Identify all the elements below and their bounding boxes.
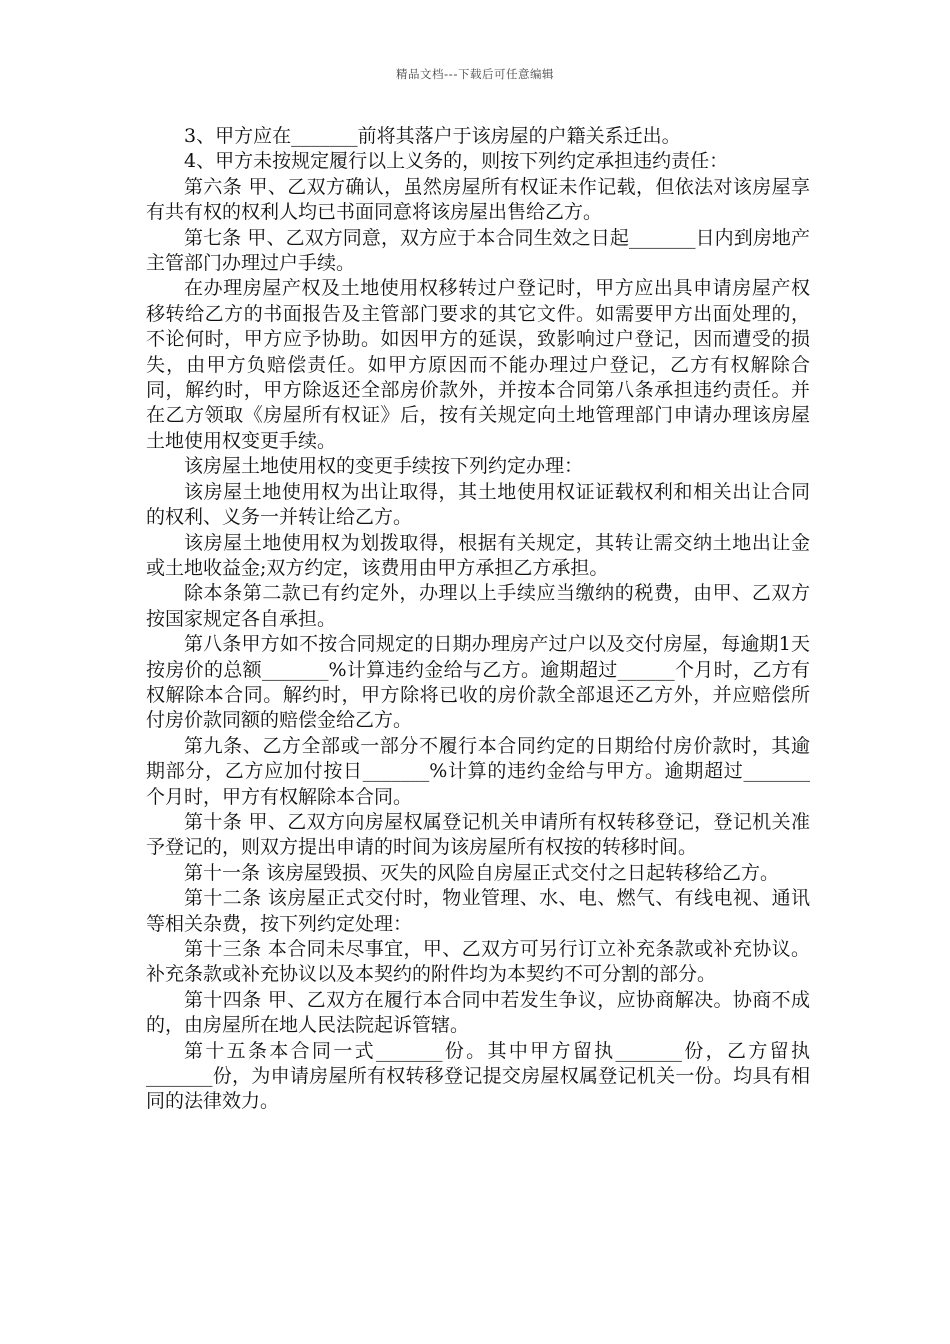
paragraph-transfer-registration: 在办理房屋产权及土地使用权移转过户登记时，甲方应出具申请房屋产权移转给乙方的书面报告及主管部门要求的其它文件。如需要甲方出面处理的，不论何时，甲方应予协助。如因甲方的延误，致影响过户登记，因而遭受的损失，由甲方负赔偿责任。如甲方原因而不能办理过户登记，乙方有权解除合同，解约时，甲方除返还全部房价款外，并按本合同第八条承担违约责任。并在乙方领取《房屋所有权证》后，按有关规定向土地管理部门申请办理该房屋土地使用权变更手续。 — [146, 277, 810, 452]
paragraph-article-13: 第十三条 本合同未尽事宜，甲、乙双方可另行订立补充条款或补充协议。补充条款或补充协议以及本契约的附件均为本契约不可分割的部分。 — [146, 938, 810, 986]
paragraph-clause-3: 3、甲方应在_______前将其落户于该房屋的户籍关系迁出。 — [184, 125, 681, 147]
paragraph-land-use-procedure: 该房屋土地使用权的变更手续按下列约定办理： — [184, 455, 584, 478]
paragraph-land-use-grant: 该房屋土地使用权为出让取得，其土地使用权证证载权利和相关出让合同的权利、义务一并转让给乙方。 — [146, 480, 810, 529]
paragraph-article-10: 第十条 甲、乙双方向房屋权属登记机关申请所有权转移登记，登记机关准予登记的，则双方提出申请的时间为该房屋所有权按的转移时间。 — [146, 810, 810, 859]
paragraph-article-8: 第八条甲方如不按合同规定的日期办理房产过户以及交付房屋，每逾期1天按房价的总额_______%计算违约金给与乙方。逾期超过______个月时，乙方有权解除本合同。解约时，甲方除将已收的房价款全部退还乙方外，并应赔偿所付房价款同额的赔偿金给乙方。 — [146, 633, 810, 732]
paragraph-land-use-allocation: 该房屋土地使用权为划拨取得，根据有关规定，其转让需交纳土地出让金或土地收益金;双方约定，该费用由甲方承担乙方承担。 — [146, 531, 810, 579]
paragraph-article-15: 第十五条本合同一式_______份。其中甲方留执_______份，乙方留执_______份，为申请房屋所有权转移登记提交房屋权属登记机关一份。均具有相同的法律效力。 — [146, 1039, 810, 1113]
paragraph-article-9: 第九条、乙方全部或一部分不履行本合同约定的日期给付房价款时，其逾期部分，乙方应加付按日_______%计算的违约金给与甲方。逾期超过_______个月时，甲方有权解除本合同。 — [146, 734, 810, 808]
paragraph-article-11: 第十一条 该房屋毁损、灭失的风险自房屋正式交付之日起转移给乙方。 — [184, 861, 780, 884]
paragraph-clause-4: 4、甲方未按规定履行以上义务的，则按下列约定承担违约责任： — [184, 150, 729, 173]
page-header: 精品文档---下载后可任意编辑 — [396, 67, 554, 81]
paragraph-article-6: 第六条 甲、乙双方确认，虽然房屋所有权证未作记载，但依法对该房屋享有共有权的权利人均已书面同意将该房屋出售给乙方。 — [146, 175, 810, 224]
paragraph-article-7: 第七条 甲、乙双方同意，双方应于本合同生效之日起_______日内到房地产主管部门办理过户手续。 — [146, 226, 810, 275]
paragraph-article-14: 第十四条 甲、乙双方在履行本合同中若发生争议，应协商解决。协商不成的，由房屋所在地人民法院起诉管辖。 — [146, 988, 810, 1037]
paragraph-article-12: 第十二条 该房屋正式交付时，物业管理、水、电、燃气、有线电视、通讯等相关杂费，按下列约定处理： — [146, 887, 810, 935]
paragraph-taxes: 除本条第二款已有约定外，办理以上手续应当缴纳的税费，由甲、乙双方按国家规定各自承担。 — [146, 582, 810, 630]
contract-body — [146, 124, 810, 1115]
